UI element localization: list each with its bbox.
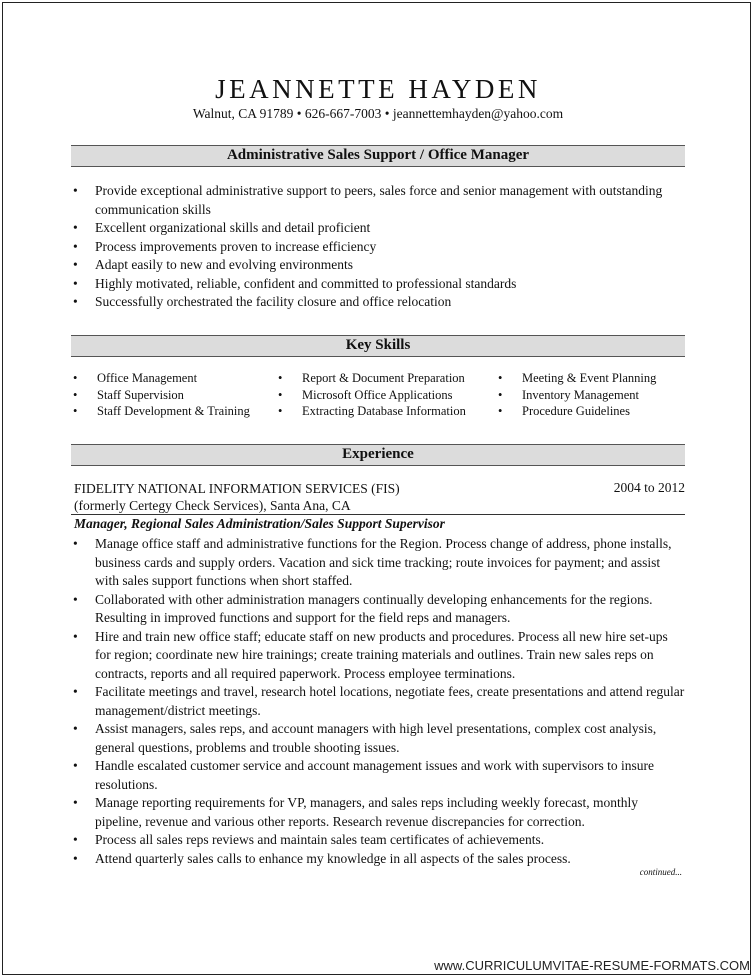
list-item: • Hire and train new office staff; educate staff on new products and procedures. Process all new hire set-ups for region; coordinate new hire trainings; create training materials and outlines. Train new sales reps on contracts, reports and all required paperwork. Process employee terminations. [73, 628, 668, 681]
skill-text: Inventory Management [522, 387, 639, 402]
skill-item: • Report & Document Preparation [278, 371, 465, 385]
experience-heading: Experience [71, 444, 685, 466]
skill-text: Meeting & Event Planning [522, 371, 657, 385]
divider [71, 514, 685, 515]
skill-text: Microsoft Office Applications [302, 387, 453, 402]
list-item: • Collaborated with other administration managers continually developing enhancements for the regions. Resulting in improved functions and support for the field reps and managers. [73, 591, 653, 625]
skill-item: • Microsoft Office Applications [278, 387, 453, 402]
skill-item: • Extracting Database Information [278, 404, 466, 418]
list-item: • Adapt easily to new and evolving environments [73, 257, 353, 272]
list-item: • Process all sales reps reviews and maintain sales team certificates of achievements. [73, 832, 545, 847]
list-item: • Provide exceptional administrative support to peers, sales force and senior management with outstanding communication skills [73, 183, 663, 217]
skills-column-3 [498, 370, 656, 420]
skill-item: • Staff Development & Training [73, 404, 250, 418]
list-item-text: Assist managers, sales reps, and account managers with high level presentations, complex cost analysis, general questions, problems and trouble shooting issues. [95, 721, 657, 755]
skill-text: Procedure Guidelines [522, 404, 630, 418]
company-name: FIDELITY NATIONAL INFORMATION SERVICES (FIS) [74, 481, 400, 496]
skills-column-1 [73, 370, 250, 420]
list-item-text: Attend quarterly sales calls to enhance my knowledge in all aspects of the sales process. [95, 850, 571, 866]
candidate-name: JEANNETTE HAYDEN [215, 74, 541, 104]
skill-text: Staff Development & Training [97, 404, 250, 418]
list-item: • Manage office staff and administrative functions for the Region. Process change of address, phone installs, business cards and supply orders. Vacation and sick time tracking; route invoices for payment; and assist with sales support functions when short staffed. [73, 536, 672, 588]
list-item: • Assist managers, sales reps, and account managers with high level presentations, complex cost analysis, general questions, problems and trouble shooting issues. [73, 721, 657, 755]
skills-heading: Key Skills [71, 335, 685, 357]
skill-text: Extracting Database Information [302, 404, 466, 418]
list-item-text: Handle escalated customer service and account management issues and work with supervisors to insure resolutions. [95, 758, 654, 792]
list-item: • Highly motivated, reliable, confident and committed to professional standards [73, 275, 517, 291]
list-item-text: Collaborated with other administration managers continually developing enhancements for the regions. Resulting in improved functions and support for the field reps and managers. [95, 591, 653, 625]
skill-text: Office Management [97, 371, 198, 385]
skill-item: • Staff Supervision [73, 387, 184, 402]
experience-list [71, 535, 685, 868]
list-item-text: Adapt easily to new and evolving environments [95, 257, 353, 272]
list-item-text: Manage office staff and administrative functions for the Region. Process change of address, phone installs, business cards and supply orders. Vacation and sick time tracking; route invoices for payment; and assist with sales support functions when short staffed. [95, 536, 672, 588]
list-item-text: Facilitate meetings and travel, research hotel locations, negotiate fees, create presentations and attend regular management/district meetings. [95, 684, 685, 718]
list-item: • Manage reporting requirements for VP, managers, and sales reps including weekly forecast, monthly pipeline, revenue and various other reports. Research revenue discrepancies for correction. [73, 795, 638, 829]
skill-item: • Procedure Guidelines [498, 404, 630, 418]
company-former-name: (formerly Certegy Check Services), Santa Ana, CA [74, 498, 351, 513]
watermark-url: www.CURRICULUMVITAE-RESUME-FORMATS.COM [434, 958, 750, 973]
list-item: • Attend quarterly sales calls to enhance my knowledge in all aspects of the sales process. [73, 850, 571, 866]
skill-item: • Office Management [73, 371, 198, 385]
list-item-text: Successfully orchestrated the facility closure and office relocation [95, 294, 452, 309]
summary-list [71, 182, 691, 312]
skill-text: Staff Supervision [97, 387, 184, 402]
list-item-text: Manage reporting requirements for VP, managers, and sales reps including weekly forecast, monthly pipeline, revenue and various other reports. Research revenue discrepancies for correction. [95, 795, 638, 829]
contact-line: Walnut, CA 91789 • 626-667-7003 • jeannettemhayden@yahoo.com [192, 106, 564, 121]
summary-heading: Administrative Sales Support / Office Manager [71, 145, 685, 167]
list-item-text: Highly motivated, reliable, confident and committed to professional standards [95, 275, 517, 291]
list-item: • Facilitate meetings and travel, research hotel locations, negotiate fees, create presentations and attend regular management/district meetings. [73, 684, 685, 718]
company-block [74, 480, 400, 514]
list-item: • Handle escalated customer service and account management issues and work with supervisors to insure resolutions. [73, 758, 654, 792]
list-item-text: Process all sales reps reviews and maintain sales team certificates of achievements. [95, 832, 545, 847]
skills-column-2 [278, 370, 466, 420]
skill-item: • Meeting & Event Planning [498, 371, 657, 385]
employment-years: 2004 to 2012 [613, 480, 685, 495]
list-item-text: Provide exceptional administrative support to peers, sales force and senior management with outstanding communication skills [95, 183, 663, 217]
list-item: • Successfully orchestrated the facility closure and office relocation [73, 294, 452, 309]
continued-note: continued... [639, 867, 682, 877]
list-item-text: Process improvements proven to increase efficiency [95, 238, 377, 254]
list-item: • Process improvements proven to increase efficiency [73, 238, 377, 254]
list-item-text: Hire and train new office staff; educate staff on new products and procedures. Process all new hire set-ups for region; coordinate new hire trainings; create training materials and outlines. Train new sales reps on contracts, reports and all required paperwork. Process employee terminations. [95, 628, 668, 681]
job-title: Manager, Regional Sales Administration/Sales Support Supervisor [74, 516, 445, 531]
list-item: • Excellent organizational skills and detail proficient [73, 220, 371, 235]
skill-item: • Inventory Management [498, 387, 639, 402]
skill-text: Report & Document Preparation [302, 371, 465, 385]
list-item-text: Excellent organizational skills and detail proficient [95, 220, 371, 235]
